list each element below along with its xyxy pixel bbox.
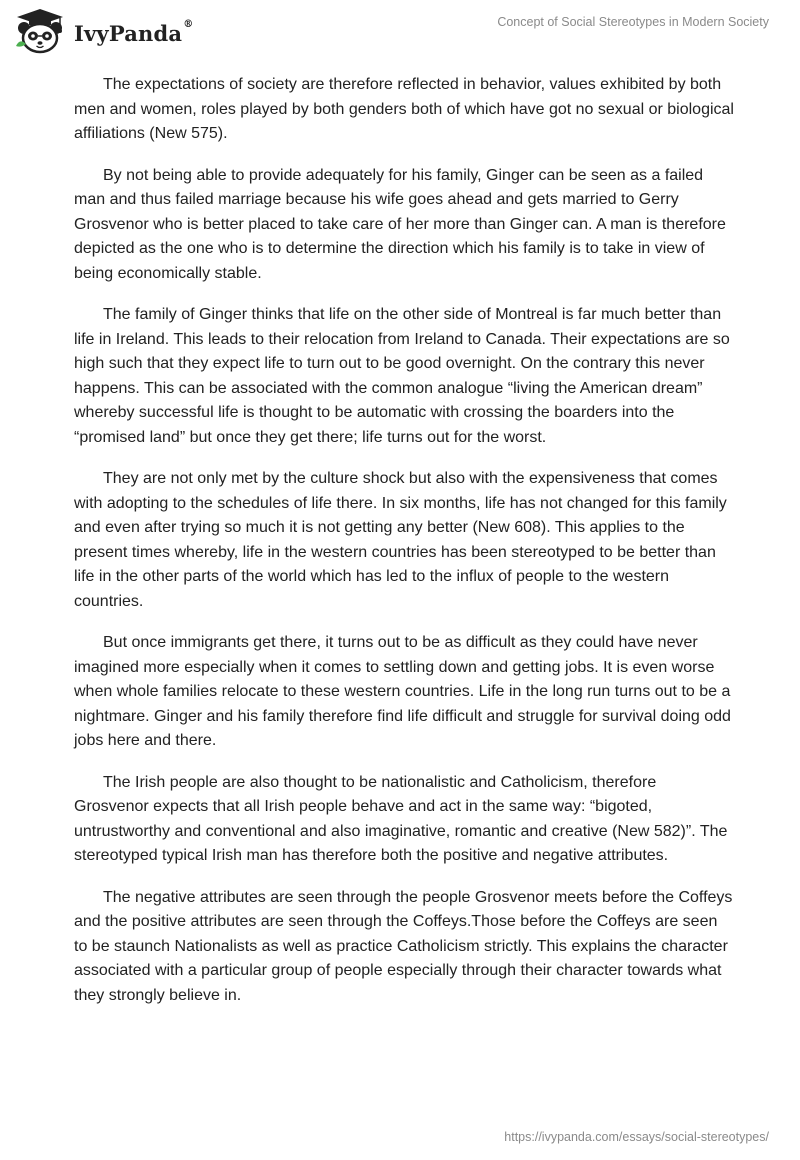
essay-paragraph: By not being able to provide adequately for his family, Ginger can be seen as a failed man and thus failed marriage because his wife goes ahead and gets married to Gerry Grosvenor who is better placed to take care of her more than Ginger can. A man is therefore depicted as the one who is to determine the direction which his family is to take in view of being economically stable. <box>74 166 726 282</box>
ivypanda-logo[interactable] <box>14 8 193 54</box>
logo-name: IvyPanda <box>74 20 183 46</box>
essay-paragraph: The negative attributes are seen through the people Grosvenor meets before the Coffeys and the positive attributes are seen through the Coffeys.Those before the Coffeys are seen to be staunch Nationalists as well as practice Catholicism strictly. This explains the character associated with a particular group of people especially through their character towards what they strongly believe in. <box>74 888 733 1004</box>
essay-paragraph: The Irish people are also thought to be nationalistic and Catholicism, therefore Grosvenor expects that all Irish people behave and act in the same way: “bigoted, untrustworthy and conventional and also imaginative, romantic and creative (New 582)”. The stereotyped typical Irish man has therefore both the positive and negative attributes. <box>74 773 728 864</box>
logo-wordmark <box>74 18 194 46</box>
essay-paragraph: But once immigrants get there, it turns out to be as difficult as they could have never imagined more especially when it comes to settling down and getting jobs. It is even worse when whole families relocate to these western countries. Life in the long run turns out to be a nightmare. Ginger and his family therefore find life difficult and struggle for survival doing odd jobs here and there. <box>74 634 731 749</box>
registered-mark: ® <box>183 18 194 30</box>
essay-body <box>74 73 734 1025</box>
essay-paragraph: The expectations of society are therefore reflected in behavior, values exhibited by both men and women, roles played by both genders both of which have got no sexual or biological affiliations (New 575). <box>74 76 734 142</box>
source-url[interactable]: https://ivypanda.com/essays/social-stereotypes/ <box>504 1130 769 1144</box>
panda-graduation-cap-icon <box>14 8 66 54</box>
essay-paragraph: The family of Ginger thinks that life on the other side of Montreal is far much better than life in Ireland. This leads to their relocation from Ireland to Canada. Their expectations are so high such that they expect life to turn out to be good overnight. On the contrary this never happens. This can be associated with the common analogue “living the American dream” whereby successful life is thought to be automatic with crossing the boarders into the “promised land” but once they get there; life turns out for the worst. <box>74 306 730 446</box>
page-header <box>0 0 800 64</box>
essay-paragraph: They are not only met by the culture shock but also with the expensiveness that comes with adopting to the schedules of life there. In six months, life has not changed for this family and even after trying so much it is not getting any better (New 608). This applies to the present times whereby, life in the western countries has been stereotyped to be better than life in the other parts of the world which has led to the influx of people to the western countries. <box>74 470 727 610</box>
document-title: Concept of Social Stereotypes in Modern Society <box>497 15 769 29</box>
